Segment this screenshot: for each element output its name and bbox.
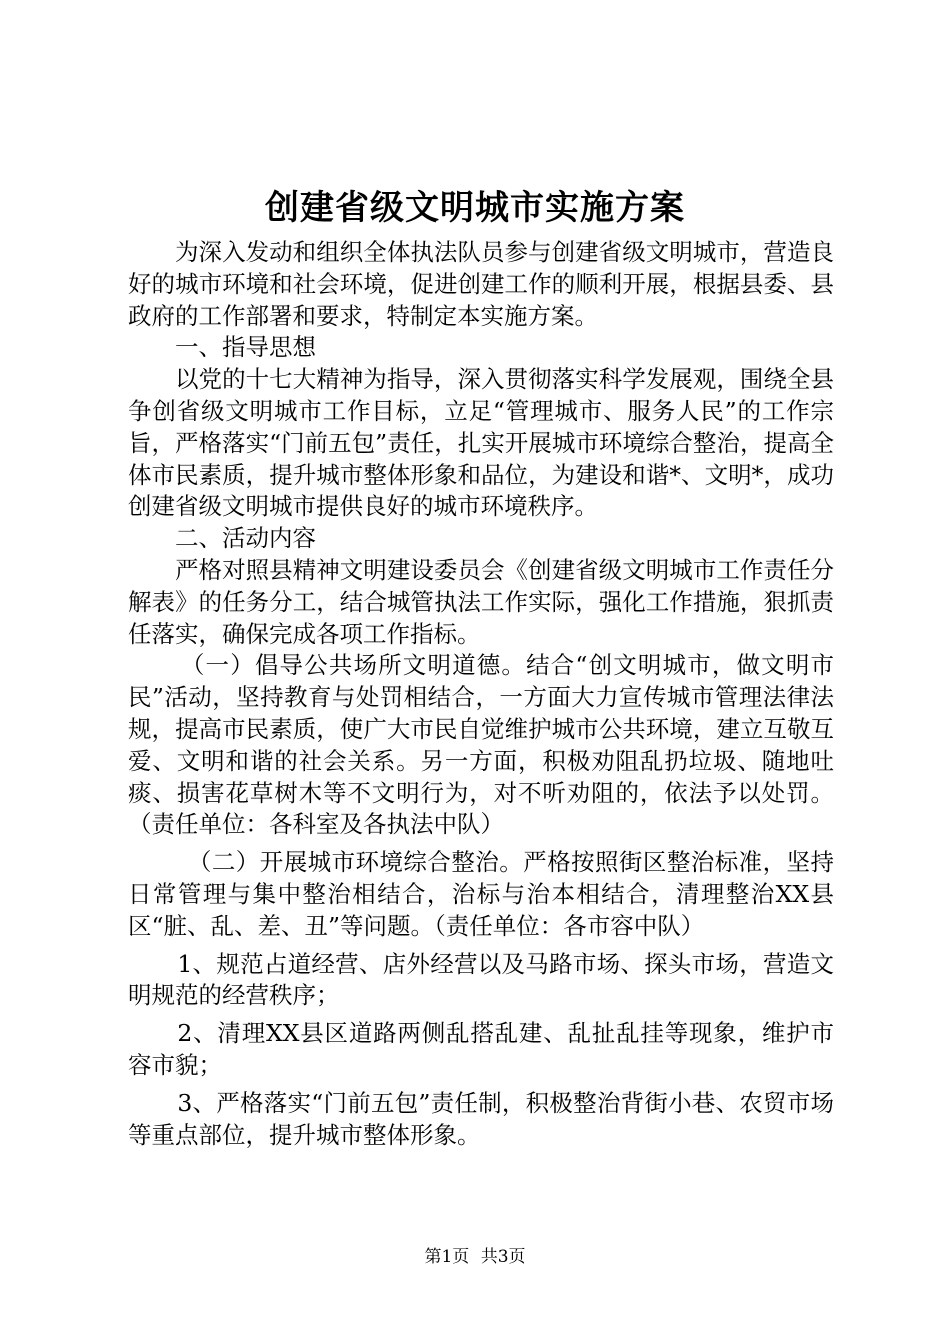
activity-content-paragraph: 严格对照县精神文明建设委员会《创建省级文明城市工作责任分解表》的任务分工，结合城管执法工作实际，强化工作措施，狠抓责任落实，确保完成各项工作指标。	[128, 555, 834, 648]
list-item-3: 3、严格落实“门前五包”责任制，积极整治背街小巷、农贸市场等重点部位，提升城市整体形象。	[128, 1088, 834, 1149]
list-item-1: 1、规范占道经营、店外经营以及马路市场、探头市场，营造文明规范的经营秩序；	[128, 949, 834, 1010]
page-footer	[0, 1245, 950, 1269]
page-total: 共3页	[480, 1247, 526, 1267]
section-heading-guiding-ideology: 一、指导思想	[175, 333, 316, 362]
page-number: 第1页	[424, 1247, 470, 1267]
section-heading-activity-content: 二、活动内容	[175, 524, 316, 553]
intro-paragraph: 为深入发动和组织全体执法队员参与创建省级文明城市，营造良好的城市环境和社会环境，促进创建工作的顺利开展，根据县委、县政府的工作部署和要求，特制定本实施方案。	[128, 238, 834, 330]
subsection-one-paragraph: （一）倡导公共场所文明道德。结合“创文明城市，做文明市民”活动，坚持教育与处罚相结合，一方面大力宣传城市管理法律法规，提高市民素质，使广大市民自觉维护城市公共环境，建立互敬互爱、文明和谐的社会关系。另一方面，积极劝阻乱扔垃圾、随地吐痰、损害花草树木等不文明行为，对不听劝阻的，依法予以处罚。（责任单位：各科室及各执法中队）	[128, 651, 834, 839]
guiding-ideology-paragraph: 以党的十七大精神为指导，深入贯彻落实科学发展观，围绕全县争创省级文明城市工作目标，立足“管理城市、服务人民”的工作宗旨，严格落实“门前五包”责任，扎实开展城市环境综合整治，提高全体市民素质，提升城市整体形象和品位，为建设和谐*、文明*，成功创建省级文明城市提供良好的城市环境秩序。	[128, 365, 834, 521]
document-body	[128, 237, 834, 1151]
list-item-2: 2、清理XX县区道路两侧乱搭乱建、乱扯乱挂等现象，维护市容市貌；	[128, 1019, 834, 1079]
subsection-two-paragraph: （二）开展城市环境综合整治。严格按照街区整治标准，坚持日常管理与集中整治相结合，治标与治本相结合，清理整治XX县区“脏、乱、差、丑”等问题。（责任单位：各市容中队）	[128, 848, 834, 940]
document-title: 创建省级文明城市实施方案	[265, 188, 685, 228]
